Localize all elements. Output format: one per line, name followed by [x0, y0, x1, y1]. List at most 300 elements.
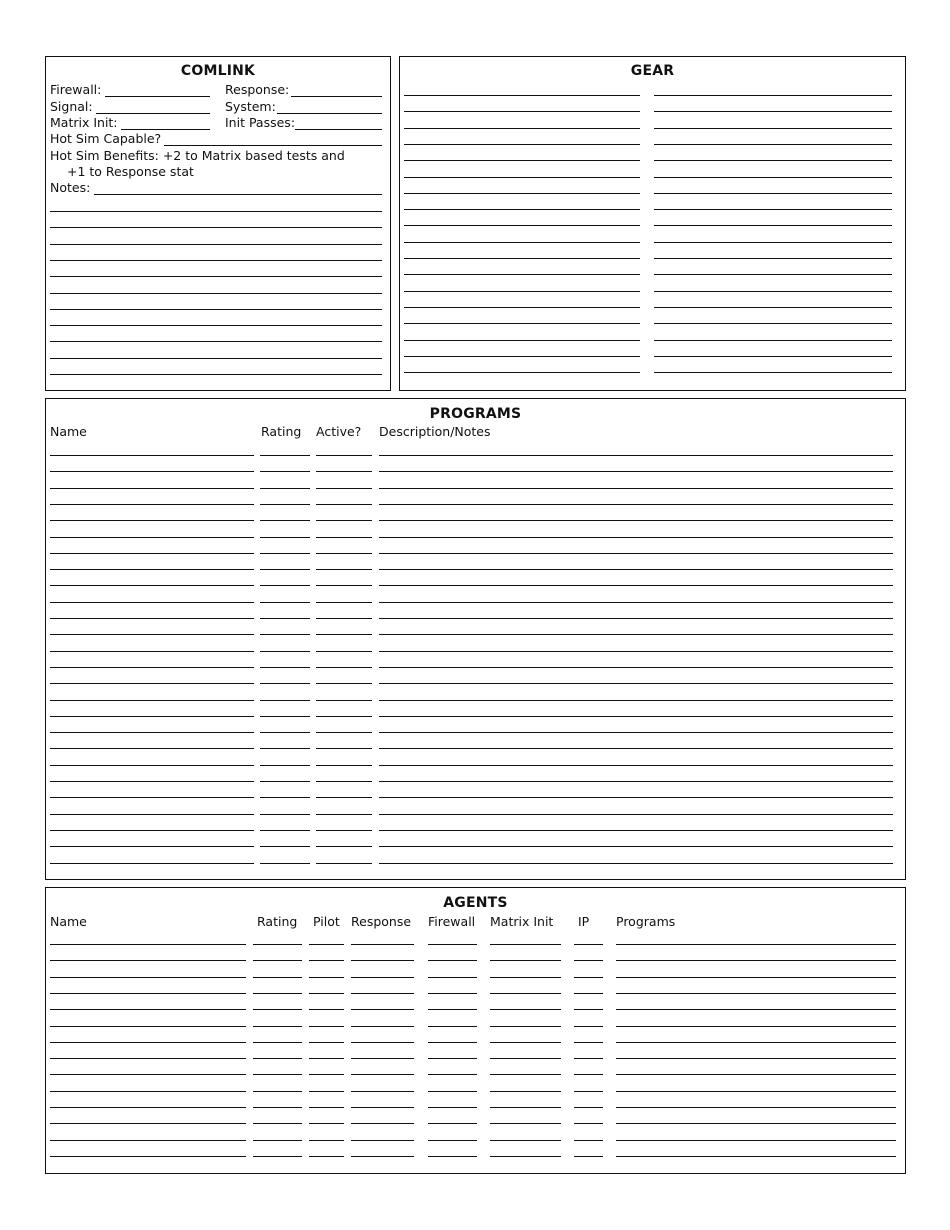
program-rating-field[interactable]	[260, 667, 310, 668]
notes-line[interactable]	[50, 244, 382, 245]
agents-header-matrix-init: Matrix Init	[490, 914, 554, 929]
program-active-field[interactable]	[316, 488, 372, 489]
agent-rating-field[interactable]	[253, 1009, 302, 1010]
agent-matrix-init-field[interactable]	[490, 1123, 561, 1124]
gear-title: GEAR	[630, 63, 675, 79]
program-active-field[interactable]	[316, 781, 372, 782]
agent-rating-field[interactable]	[253, 1058, 302, 1059]
program-description-field[interactable]	[379, 781, 893, 782]
agent-response-field[interactable]	[351, 1026, 414, 1027]
gear-line-left[interactable]	[404, 144, 640, 145]
agent-matrix-init-field[interactable]	[490, 960, 561, 961]
program-name-field[interactable]	[50, 846, 254, 847]
agent-name-field[interactable]	[50, 1058, 246, 1059]
agent-ip-field[interactable]	[574, 1140, 603, 1141]
programs-section	[45, 398, 906, 880]
program-rating-field[interactable]	[260, 471, 310, 472]
agent-pilot-field[interactable]	[309, 960, 344, 961]
gear-line-left[interactable]	[404, 258, 640, 259]
agent-pilot-field[interactable]	[309, 1058, 344, 1059]
agent-rating-field[interactable]	[253, 993, 302, 994]
program-description-field[interactable]	[379, 455, 893, 456]
program-active-field[interactable]	[316, 765, 372, 766]
program-name-field[interactable]	[50, 732, 254, 733]
program-description-field[interactable]	[379, 553, 893, 554]
agent-name-field[interactable]	[50, 960, 246, 961]
program-description-field[interactable]	[379, 716, 893, 717]
program-rating-field[interactable]	[260, 488, 310, 489]
notes-line[interactable]	[50, 374, 382, 375]
gear-line-right[interactable]	[654, 225, 892, 226]
gear-line-right[interactable]	[654, 323, 892, 324]
programs-header-active: Active?	[316, 424, 362, 439]
program-rating-field[interactable]	[260, 634, 310, 635]
program-rating-field[interactable]	[260, 585, 310, 586]
gear-line-right[interactable]	[654, 193, 892, 194]
gear-line-left[interactable]	[404, 323, 640, 324]
signal-label: Signal:	[50, 99, 93, 114]
agent-matrix-init-field[interactable]	[490, 944, 561, 945]
program-name-field[interactable]	[50, 569, 254, 570]
program-description-field[interactable]	[379, 537, 893, 538]
agent-pilot-field[interactable]	[309, 1156, 344, 1157]
agent-rating-field[interactable]	[253, 1026, 302, 1027]
program-description-field[interactable]	[379, 488, 893, 489]
program-active-field[interactable]	[316, 732, 372, 733]
agent-firewall-field[interactable]	[428, 1140, 477, 1141]
agent-ip-field[interactable]	[574, 1026, 603, 1027]
program-rating-field[interactable]	[260, 748, 310, 749]
program-active-field[interactable]	[316, 797, 372, 798]
program-description-field[interactable]	[379, 797, 893, 798]
agents-header-rating: Rating	[257, 914, 298, 929]
agent-firewall-field[interactable]	[428, 1123, 477, 1124]
agent-programs-field[interactable]	[616, 944, 896, 945]
agent-programs-field[interactable]	[616, 1107, 896, 1108]
agent-pilot-field[interactable]	[309, 1074, 344, 1075]
gear-line-right[interactable]	[654, 95, 892, 96]
agent-firewall-field[interactable]	[428, 1009, 477, 1010]
program-name-field[interactable]	[50, 667, 254, 668]
agent-response-field[interactable]	[351, 1156, 414, 1157]
agent-firewall-field[interactable]	[428, 960, 477, 961]
program-description-field[interactable]	[379, 863, 893, 864]
program-active-field[interactable]	[316, 569, 372, 570]
agent-name-field[interactable]	[50, 1026, 246, 1027]
agent-rating-field[interactable]	[253, 1091, 302, 1092]
agent-name-field[interactable]	[50, 944, 246, 945]
agent-firewall-field[interactable]	[428, 1107, 477, 1108]
notes-field[interactable]	[94, 194, 382, 195]
gear-line-left[interactable]	[404, 128, 640, 129]
program-description-field[interactable]	[379, 667, 893, 668]
agent-name-field[interactable]	[50, 1074, 246, 1075]
program-description-field[interactable]	[379, 830, 893, 831]
program-active-field[interactable]	[316, 863, 372, 864]
notes-line[interactable]	[50, 276, 382, 277]
agent-pilot-field[interactable]	[309, 993, 344, 994]
agent-name-field[interactable]	[50, 1042, 246, 1043]
gear-line-left[interactable]	[404, 160, 640, 161]
agent-response-field[interactable]	[351, 1123, 414, 1124]
notes-label: Notes:	[50, 180, 91, 195]
agents-header-programs: Programs	[616, 914, 676, 929]
program-description-field[interactable]	[379, 732, 893, 733]
agent-response-field[interactable]	[351, 1140, 414, 1141]
notes-line[interactable]	[50, 341, 382, 342]
program-active-field[interactable]	[316, 471, 372, 472]
agent-response-field[interactable]	[351, 1042, 414, 1043]
agent-firewall-field[interactable]	[428, 1091, 477, 1092]
gear-line-left[interactable]	[404, 209, 640, 210]
agent-rating-field[interactable]	[253, 1107, 302, 1108]
system-field[interactable]	[277, 113, 382, 114]
program-description-field[interactable]	[379, 634, 893, 635]
program-rating-field[interactable]	[260, 863, 310, 864]
program-description-field[interactable]	[379, 700, 893, 701]
agent-programs-field[interactable]	[616, 1091, 896, 1092]
agent-name-field[interactable]	[50, 1107, 246, 1108]
hot-sim-benefits-text-2: +1 to Response stat	[67, 164, 194, 179]
agent-ip-field[interactable]	[574, 960, 603, 961]
program-name-field[interactable]	[50, 585, 254, 586]
agent-response-field[interactable]	[351, 1107, 414, 1108]
program-active-field[interactable]	[316, 504, 372, 505]
agent-pilot-field[interactable]	[309, 1140, 344, 1141]
program-description-field[interactable]	[379, 748, 893, 749]
agent-programs-field[interactable]	[616, 1074, 896, 1075]
program-name-field[interactable]	[50, 797, 254, 798]
programs-header-description: Description/Notes	[379, 424, 491, 439]
agent-name-field[interactable]	[50, 1009, 246, 1010]
agent-firewall-field[interactable]	[428, 977, 477, 978]
hot-sim-capable-field[interactable]	[164, 145, 382, 146]
program-rating-field[interactable]	[260, 797, 310, 798]
program-name-field[interactable]	[50, 520, 254, 521]
program-rating-field[interactable]	[260, 553, 310, 554]
program-name-field[interactable]	[50, 471, 254, 472]
gear-line-left[interactable]	[404, 291, 640, 292]
program-rating-field[interactable]	[260, 520, 310, 521]
gear-line-right[interactable]	[654, 128, 892, 129]
agent-firewall-field[interactable]	[428, 1058, 477, 1059]
agents-header-ip: IP	[578, 914, 590, 929]
program-rating-field[interactable]	[260, 618, 310, 619]
agent-response-field[interactable]	[351, 1009, 414, 1010]
program-rating-field[interactable]	[260, 732, 310, 733]
agent-name-field[interactable]	[50, 1123, 246, 1124]
program-rating-field[interactable]	[260, 651, 310, 652]
notes-line[interactable]	[50, 211, 382, 212]
matrix-init-label: Matrix Init:	[50, 115, 118, 130]
program-name-field[interactable]	[50, 781, 254, 782]
gear-line-right[interactable]	[654, 242, 892, 243]
program-description-field[interactable]	[379, 814, 893, 815]
agent-rating-field[interactable]	[253, 1140, 302, 1141]
program-name-field[interactable]	[50, 863, 254, 864]
program-name-field[interactable]	[50, 683, 254, 684]
gear-line-right[interactable]	[654, 209, 892, 210]
response-label: Response:	[225, 82, 290, 97]
notes-line[interactable]	[50, 309, 382, 310]
program-rating-field[interactable]	[260, 569, 310, 570]
program-active-field[interactable]	[316, 651, 372, 652]
agent-rating-field[interactable]	[253, 1123, 302, 1124]
agent-matrix-init-field[interactable]	[490, 1107, 561, 1108]
gear-line-left[interactable]	[404, 111, 640, 112]
agent-matrix-init-field[interactable]	[490, 1058, 561, 1059]
program-name-field[interactable]	[50, 553, 254, 554]
agent-programs-field[interactable]	[616, 1140, 896, 1141]
agent-firewall-field[interactable]	[428, 1156, 477, 1157]
agent-response-field[interactable]	[351, 944, 414, 945]
programs-header-name: Name	[50, 424, 87, 439]
init-passes-label: Init Passes:	[225, 115, 296, 130]
program-description-field[interactable]	[379, 504, 893, 505]
agent-pilot-field[interactable]	[309, 944, 344, 945]
agent-programs-field[interactable]	[616, 977, 896, 978]
program-active-field[interactable]	[316, 537, 372, 538]
agent-matrix-init-field[interactable]	[490, 1009, 561, 1010]
agents-section	[45, 887, 906, 1174]
agent-matrix-init-field[interactable]	[490, 1091, 561, 1092]
agent-programs-field[interactable]	[616, 1156, 896, 1157]
program-description-field[interactable]	[379, 585, 893, 586]
notes-line[interactable]	[50, 293, 382, 294]
agent-matrix-init-field[interactable]	[490, 977, 561, 978]
agent-matrix-init-field[interactable]	[490, 1042, 561, 1043]
program-rating-field[interactable]	[260, 846, 310, 847]
agent-programs-field[interactable]	[616, 1009, 896, 1010]
hot-sim-benefits-text: Hot Sim Benefits: +2 to Matrix based tests and	[50, 148, 345, 163]
program-active-field[interactable]	[316, 716, 372, 717]
agent-rating-field[interactable]	[253, 944, 302, 945]
program-rating-field[interactable]	[260, 602, 310, 603]
notes-line[interactable]	[50, 358, 382, 359]
agent-ip-field[interactable]	[574, 944, 603, 945]
gear-section	[399, 56, 906, 391]
agent-response-field[interactable]	[351, 1091, 414, 1092]
program-name-field[interactable]	[50, 634, 254, 635]
program-description-field[interactable]	[379, 683, 893, 684]
firewall-label: Firewall:	[50, 82, 102, 97]
program-name-field[interactable]	[50, 504, 254, 505]
agent-ip-field[interactable]	[574, 1091, 603, 1092]
program-rating-field[interactable]	[260, 683, 310, 684]
agent-rating-field[interactable]	[253, 960, 302, 961]
program-active-field[interactable]	[316, 748, 372, 749]
agent-response-field[interactable]	[351, 977, 414, 978]
agent-firewall-field[interactable]	[428, 1026, 477, 1027]
gear-line-right[interactable]	[654, 177, 892, 178]
agent-rating-field[interactable]	[253, 1042, 302, 1043]
agent-rating-field[interactable]	[253, 1074, 302, 1075]
comlink-section	[45, 56, 391, 391]
program-active-field[interactable]	[316, 602, 372, 603]
agent-firewall-field[interactable]	[428, 1042, 477, 1043]
agent-matrix-init-field[interactable]	[490, 1026, 561, 1027]
comlink-title: COMLINK	[180, 63, 256, 79]
program-name-field[interactable]	[50, 537, 254, 538]
program-rating-field[interactable]	[260, 700, 310, 701]
agent-programs-field[interactable]	[616, 960, 896, 961]
program-rating-field[interactable]	[260, 781, 310, 782]
agent-programs-field[interactable]	[616, 1026, 896, 1027]
program-description-field[interactable]	[379, 602, 893, 603]
gear-line-right[interactable]	[654, 111, 892, 112]
gear-line-right[interactable]	[654, 144, 892, 145]
program-active-field[interactable]	[316, 683, 372, 684]
program-description-field[interactable]	[379, 846, 893, 847]
response-field[interactable]	[291, 96, 382, 97]
agent-name-field[interactable]	[50, 1140, 246, 1141]
programs-header-rating: Rating	[261, 424, 302, 439]
gear-line-left[interactable]	[404, 242, 640, 243]
program-name-field[interactable]	[50, 748, 254, 749]
agent-ip-field[interactable]	[574, 1123, 603, 1124]
program-name-field[interactable]	[50, 716, 254, 717]
init-passes-field[interactable]	[295, 129, 382, 130]
agent-programs-field[interactable]	[616, 1042, 896, 1043]
program-active-field[interactable]	[316, 830, 372, 831]
agent-name-field[interactable]	[50, 1091, 246, 1092]
matrix-init-field[interactable]	[121, 129, 210, 130]
agent-matrix-init-field[interactable]	[490, 1140, 561, 1141]
gear-line-left[interactable]	[404, 95, 640, 96]
program-active-field[interactable]	[316, 634, 372, 635]
agent-programs-field[interactable]	[616, 1058, 896, 1059]
agent-ip-field[interactable]	[574, 1058, 603, 1059]
gear-line-left[interactable]	[404, 372, 640, 373]
agent-ip-field[interactable]	[574, 1107, 603, 1108]
agent-matrix-init-field[interactable]	[490, 1156, 561, 1157]
agent-pilot-field[interactable]	[309, 977, 344, 978]
program-rating-field[interactable]	[260, 814, 310, 815]
program-active-field[interactable]	[316, 814, 372, 815]
program-name-field[interactable]	[50, 618, 254, 619]
gear-line-right[interactable]	[654, 356, 892, 357]
gear-line-left[interactable]	[404, 274, 640, 275]
agent-pilot-field[interactable]	[309, 1009, 344, 1010]
notes-line[interactable]	[50, 227, 382, 228]
agent-rating-field[interactable]	[253, 977, 302, 978]
agent-firewall-field[interactable]	[428, 993, 477, 994]
agent-programs-field[interactable]	[616, 993, 896, 994]
gear-line-right[interactable]	[654, 160, 892, 161]
agent-rating-field[interactable]	[253, 1156, 302, 1157]
agents-header-name: Name	[50, 914, 87, 929]
program-description-field[interactable]	[379, 765, 893, 766]
agent-matrix-init-field[interactable]	[490, 993, 561, 994]
gear-line-right[interactable]	[654, 307, 892, 308]
agents-header-response: Response	[351, 914, 412, 929]
firewall-field[interactable]	[105, 96, 210, 97]
agent-firewall-field[interactable]	[428, 1074, 477, 1075]
program-active-field[interactable]	[316, 585, 372, 586]
agent-ip-field[interactable]	[574, 1009, 603, 1010]
gear-line-left[interactable]	[404, 356, 640, 357]
agent-pilot-field[interactable]	[309, 1107, 344, 1108]
program-active-field[interactable]	[316, 520, 372, 521]
program-description-field[interactable]	[379, 618, 893, 619]
agent-name-field[interactable]	[50, 993, 246, 994]
agent-pilot-field[interactable]	[309, 1042, 344, 1043]
program-name-field[interactable]	[50, 651, 254, 652]
program-name-field[interactable]	[50, 814, 254, 815]
notes-line[interactable]	[50, 260, 382, 261]
agents-header-pilot: Pilot	[313, 914, 340, 929]
agent-programs-field[interactable]	[616, 1123, 896, 1124]
program-active-field[interactable]	[316, 553, 372, 554]
program-name-field[interactable]	[50, 765, 254, 766]
program-active-field[interactable]	[316, 618, 372, 619]
program-description-field[interactable]	[379, 520, 893, 521]
program-rating-field[interactable]	[260, 537, 310, 538]
program-active-field[interactable]	[316, 700, 372, 701]
gear-line-left[interactable]	[404, 193, 640, 194]
agent-ip-field[interactable]	[574, 1156, 603, 1157]
agent-response-field[interactable]	[351, 1058, 414, 1059]
agents-header-firewall: Firewall	[428, 914, 476, 929]
signal-field[interactable]	[96, 113, 210, 114]
agent-pilot-field[interactable]	[309, 1123, 344, 1124]
program-rating-field[interactable]	[260, 504, 310, 505]
program-rating-field[interactable]	[260, 765, 310, 766]
gear-line-right[interactable]	[654, 340, 892, 341]
program-name-field[interactable]	[50, 455, 254, 456]
agent-response-field[interactable]	[351, 1074, 414, 1075]
notes-line[interactable]	[50, 325, 382, 326]
programs-title: PROGRAMS	[429, 406, 522, 422]
program-name-field[interactable]	[50, 602, 254, 603]
agent-response-field[interactable]	[351, 960, 414, 961]
agent-response-field[interactable]	[351, 993, 414, 994]
agent-name-field[interactable]	[50, 977, 246, 978]
program-name-field[interactable]	[50, 488, 254, 489]
gear-line-right[interactable]	[654, 291, 892, 292]
gear-line-left[interactable]	[404, 225, 640, 226]
agent-ip-field[interactable]	[574, 1074, 603, 1075]
program-description-field[interactable]	[379, 471, 893, 472]
program-active-field[interactable]	[316, 846, 372, 847]
gear-line-right[interactable]	[654, 258, 892, 259]
program-name-field[interactable]	[50, 700, 254, 701]
program-rating-field[interactable]	[260, 830, 310, 831]
program-rating-field[interactable]	[260, 716, 310, 717]
gear-line-left[interactable]	[404, 307, 640, 308]
agent-ip-field[interactable]	[574, 1042, 603, 1043]
agents-title: AGENTS	[443, 895, 508, 911]
agent-firewall-field[interactable]	[428, 944, 477, 945]
program-name-field[interactable]	[50, 830, 254, 831]
agent-ip-field[interactable]	[574, 977, 603, 978]
gear-line-right[interactable]	[654, 274, 892, 275]
gear-line-left[interactable]	[404, 177, 640, 178]
program-rating-field[interactable]	[260, 455, 310, 456]
agent-pilot-field[interactable]	[309, 1026, 344, 1027]
program-active-field[interactable]	[316, 455, 372, 456]
agent-matrix-init-field[interactable]	[490, 1074, 561, 1075]
gear-line-left[interactable]	[404, 340, 640, 341]
program-description-field[interactable]	[379, 651, 893, 652]
program-description-field[interactable]	[379, 569, 893, 570]
system-label: System:	[225, 99, 276, 114]
program-active-field[interactable]	[316, 667, 372, 668]
agent-ip-field[interactable]	[574, 993, 603, 994]
agent-name-field[interactable]	[50, 1156, 246, 1157]
agent-pilot-field[interactable]	[309, 1091, 344, 1092]
gear-line-right[interactable]	[654, 372, 892, 373]
